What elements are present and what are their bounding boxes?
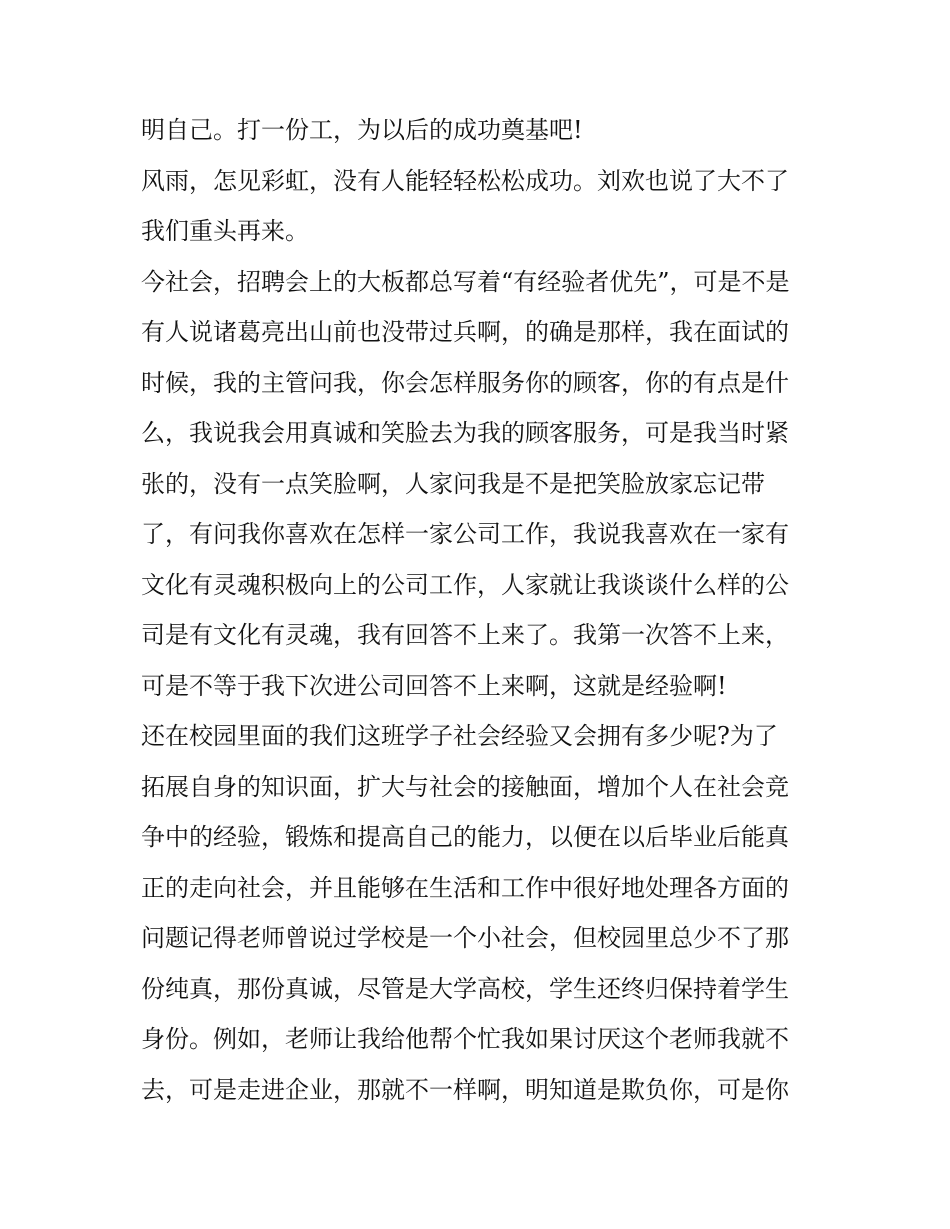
text-line: 么，我说我会用真诚和笑脸去为我的顾客服务，可是我当时紧 — [141, 419, 789, 447]
text-line: 张的，没有一点笑脸啊，人家问我是不是把笑脸放家忘记带 — [141, 469, 765, 498]
body-text — [141, 105, 821, 1115]
text-line: 问题记得老师曾说过学校是一个小社会，但校园里总少不了那 — [141, 924, 789, 952]
text-line: 份纯真，那份真诚，尽管是大学高校，学生还终归保持着学生 — [141, 974, 789, 1003]
text-line: 文化有灵魂积极向上的公司工作，人家就让我谈谈什么样的公 — [141, 570, 789, 599]
text-line: 身份。例如，老师让我给他帮个忙我如果讨厌这个老师我就不 — [141, 1025, 789, 1053]
text-line: 司是有文化有灵魂，我有回答不上来了。我第一次答不上来， — [141, 621, 789, 649]
text-line: 可是不等于我下次进公司回答不上来啊，这就是经验啊! — [141, 671, 727, 700]
text-line: 时候，我的主管问我，你会怎样服务你的顾客，你的有点是什 — [141, 368, 789, 397]
text-line: 去，可是走进企业，那就不一样啊，明知道是欺负你，可是你 — [141, 1075, 789, 1104]
text-line: 了，有问我你喜欢在怎样一家公司工作，我说我喜欢在一家有 — [141, 520, 789, 548]
text-line: 还在校园里面的我们这班学子社会经验又会拥有多少呢?为了 — [141, 722, 778, 750]
text-line: 我们重头再来。 — [141, 217, 309, 245]
text-line: 争中的经验，锻炼和提高自己的能力，以便在以后毕业后能真 — [141, 823, 789, 851]
text-line: 风雨，怎见彩虹，没有人能轻轻松松成功。刘欢也说了大不了 — [141, 166, 789, 195]
text-line: 有人说诸葛亮出山前也没带过兵啊，的确是那样，我在面试的 — [141, 318, 789, 346]
text-line: 明自己。打一份工，为以后的成功奠基吧! — [141, 116, 583, 144]
text-line: 拓展自身的知识面，扩大与社会的接触面，增加个人在社会竞 — [141, 772, 789, 801]
text-line: 今社会，招聘会上的大板都总写着“有经验者优先”，可是不是 — [141, 267, 790, 296]
text-line: 正的走向社会，并且能够在生活和工作中很好地处理各方面的 — [141, 873, 789, 902]
